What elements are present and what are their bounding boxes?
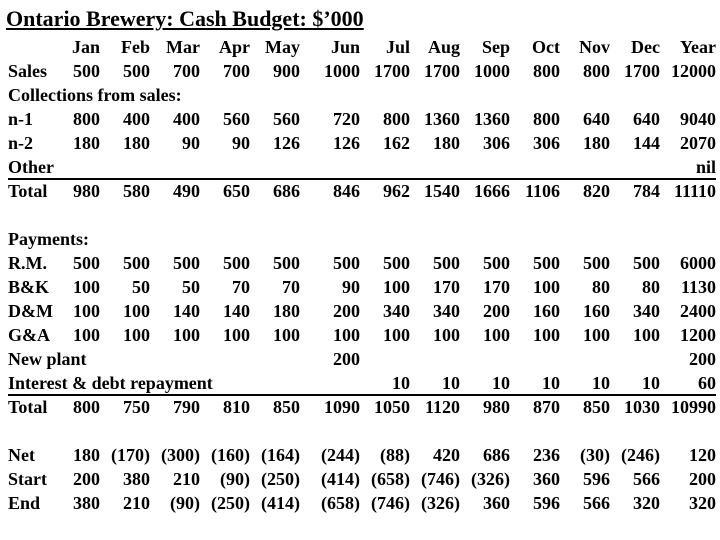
table-cell: (746) [421,469,460,489]
table-cell: 500 [123,253,150,273]
month-header: Jul [385,37,410,57]
table-cell: 962 [383,181,410,201]
table-cell: 80 [592,277,610,297]
table-cell: 1360 [424,109,460,129]
table-cell: 596 [533,493,560,513]
year-total-cell: 1200 [680,325,716,345]
table-cell: 686 [273,181,300,201]
table-cell: 126 [273,133,300,153]
table-cell: 10 [592,373,610,393]
month-header: Jan [71,37,100,57]
table-cell: 210 [173,469,200,489]
dm-label: D&M [8,301,53,321]
year-total-cell: 2070 [680,133,716,153]
table-cell: 750 [123,397,150,417]
table-cell: (250) [261,469,300,489]
table-cell: 850 [273,397,300,417]
table-cell: 170 [433,277,460,297]
table-cell: 80 [642,277,660,297]
table-cell: 790 [173,397,200,417]
table-cell: (300) [161,445,200,465]
table-cell: 380 [123,469,150,489]
table-cell: 100 [383,277,410,297]
table-cell: 596 [583,469,610,489]
table-cell: 144 [633,133,660,153]
table-cell: 500 [533,253,560,273]
table-cell: 100 [583,325,610,345]
table-cell: (30) [580,445,610,465]
table-cell: 800 [533,61,560,81]
interest-label: Interest & debt repayment [8,373,213,393]
table-cell: 900 [273,61,300,81]
year-total-cell: 60 [698,373,716,393]
table-cell: 580 [123,181,150,201]
table-cell: 784 [633,181,660,201]
table-cell: 500 [333,253,360,273]
bk-label: B&K [8,277,50,297]
month-header: Nov [579,37,610,57]
table-cell: 100 [433,325,460,345]
table-cell: 1000 [474,61,510,81]
table-cell: 162 [383,133,410,153]
table-cell: 1700 [374,61,410,81]
table-cell: 500 [433,253,460,273]
table-cell: 500 [583,253,610,273]
table-cell: 1700 [624,61,660,81]
table-cell: 560 [223,109,250,129]
table-cell: 500 [73,253,100,273]
month-header: Aug [427,37,460,57]
table-cell: 820 [583,181,610,201]
sales-label: Sales [8,61,48,81]
table-cell: 50 [132,277,150,297]
table-cell: 306 [483,133,510,153]
year-total-cell: 11110 [673,181,716,201]
table-cell: (246) [621,445,660,465]
table-cell: 846 [333,181,360,201]
table-cell: (414) [321,469,360,489]
table-cell: 90 [232,133,250,153]
table-cell: 1666 [474,181,510,201]
table-cell: 10 [642,373,660,393]
table-cell: 650 [223,181,250,201]
table-cell: (90) [170,493,200,513]
table-cell: 400 [123,109,150,129]
year-total-cell: nil [695,157,716,177]
table-cell: 10 [492,373,510,393]
table-cell: (326) [471,469,510,489]
table-cell: 640 [583,109,610,129]
table-cell: 800 [383,109,410,129]
table-cell: (658) [371,469,410,489]
table-cell: 800 [73,397,100,417]
table-cell: 800 [533,109,560,129]
table-cell: (244) [321,445,360,465]
n1-label: n-1 [8,109,34,129]
table-cell: 380 [73,493,100,513]
month-header: Apr [219,37,250,57]
table-cell: 236 [533,445,560,465]
year-total-cell: 200 [689,469,716,489]
table-cell: 566 [633,469,660,489]
table-cell: 1030 [624,397,660,417]
net-label: Net [8,445,35,465]
month-header: Oct [532,37,560,57]
month-header: Feb [121,37,150,57]
table-cell: 50 [182,277,200,297]
year-total-cell: 1130 [680,277,716,297]
table-cell: 360 [483,493,510,513]
table-cell: 180 [433,133,460,153]
table-cell: 100 [483,325,510,345]
table-cell: 100 [223,325,250,345]
table-cell: 980 [483,397,510,417]
table-cell: 500 [223,253,250,273]
table-cell: 200 [333,301,360,321]
table-cell: 100 [273,325,300,345]
table-cell: 420 [433,445,460,465]
month-header: Jun [330,37,360,57]
total_out-label: Total [8,397,48,417]
table-cell: 200 [333,349,360,369]
table-cell: 980 [73,181,100,201]
table-cell: 140 [173,301,200,321]
table-cell: 180 [123,133,150,153]
table-cell: 70 [232,277,250,297]
table-cell: 800 [73,109,100,129]
table-cell: 500 [273,253,300,273]
table-cell: 100 [533,325,560,345]
table-cell: 180 [583,133,610,153]
payments-heading: Payments: [8,229,89,249]
table-cell: 500 [483,253,510,273]
year-total-cell: 200 [689,349,716,369]
table-cell: 500 [173,253,200,273]
table-cell: 1700 [424,61,460,81]
year-total-cell: 2400 [680,301,716,321]
table-cell: 100 [633,325,660,345]
table-cell: 1120 [424,397,460,417]
year-total-cell: 9040 [680,109,716,129]
table-cell: 100 [73,277,100,297]
table-cell: 800 [583,61,610,81]
table-cell: (414) [261,493,300,513]
table-cell: 500 [383,253,410,273]
year-total-cell: 10990 [671,397,716,417]
table-cell: 1090 [324,397,360,417]
total-rule [8,178,716,180]
table-cell: 686 [483,445,510,465]
table-cell: 180 [273,301,300,321]
table-cell: 100 [173,325,200,345]
collections-heading: Collections from sales: [8,85,182,105]
table-cell: 500 [123,61,150,81]
total-rule [8,394,716,396]
start-label: Start [8,469,47,489]
n2-label: n-2 [8,133,34,153]
table-cell: 90 [342,277,360,297]
table-cell: 560 [273,109,300,129]
new-plant-label: New plant [8,349,87,369]
table-cell: 160 [533,301,560,321]
table-cell: 10 [542,373,560,393]
table-cell: 10 [442,373,460,393]
table-cell: 306 [533,133,560,153]
table-cell: 1050 [374,397,410,417]
year-total-cell: 320 [689,493,716,513]
table-cell: 340 [433,301,460,321]
table-cell: 200 [73,469,100,489]
table-cell: 140 [223,301,250,321]
table-cell: 360 [533,469,560,489]
table-cell: 870 [533,397,560,417]
table-cell: (326) [421,493,460,513]
month-header: Mar [166,37,200,57]
end-label: End [8,493,41,513]
total_in-label: Total [8,181,48,201]
table-cell: (250) [211,493,250,513]
table-cell: (90) [220,469,250,489]
table-cell: 700 [223,61,250,81]
table-cell: 180 [73,133,100,153]
year-total-cell: 6000 [680,253,716,273]
table-cell: 10 [392,373,410,393]
table-cell: 1540 [424,181,460,201]
table-cell: 810 [223,397,250,417]
table-cell: 170 [483,277,510,297]
table-cell: 320 [633,493,660,513]
table-cell: 720 [333,109,360,129]
table-cell: 100 [533,277,560,297]
other-label: Other [8,157,54,177]
table-cell: 1360 [474,109,510,129]
table-cell: 70 [282,277,300,297]
table-cell: 640 [633,109,660,129]
table-cell: (164) [261,445,300,465]
table-cell: 160 [583,301,610,321]
table-cell: (160) [211,445,250,465]
table-cell: 210 [123,493,150,513]
table-cell: 500 [633,253,660,273]
year-total-cell: 120 [689,445,716,465]
table-cell: 100 [383,325,410,345]
table-cell: (658) [321,493,360,513]
table-cell: 1106 [524,181,560,201]
month-header: Dec [631,37,660,57]
table-cell: 850 [583,397,610,417]
table-cell: 340 [633,301,660,321]
table-cell: 400 [173,109,200,129]
table-cell: 100 [73,325,100,345]
rm-label: R.M. [8,253,47,273]
table-cell: 90 [182,133,200,153]
month-header: May [265,37,300,57]
ga-label: G&A [8,325,50,345]
table-cell: 1000 [324,61,360,81]
table-cell: 180 [73,445,100,465]
table-cell: 100 [123,301,150,321]
table-cell: (170) [111,445,150,465]
year-header: Year [680,37,716,57]
year-total-cell: 12000 [671,61,716,81]
table-cell: 100 [333,325,360,345]
table-cell: (88) [380,445,410,465]
table-cell: 500 [73,61,100,81]
table-cell: 100 [73,301,100,321]
table-cell: (746) [371,493,410,513]
table-cell: 700 [173,61,200,81]
table-cell: 340 [383,301,410,321]
table-cell: 566 [583,493,610,513]
table-cell: 100 [123,325,150,345]
month-header: Sep [481,37,510,57]
table-cell: 126 [333,133,360,153]
table-cell: 200 [483,301,510,321]
page-title: Ontario Brewery: Cash Budget: $’000 [6,6,364,31]
table-cell: 490 [173,181,200,201]
